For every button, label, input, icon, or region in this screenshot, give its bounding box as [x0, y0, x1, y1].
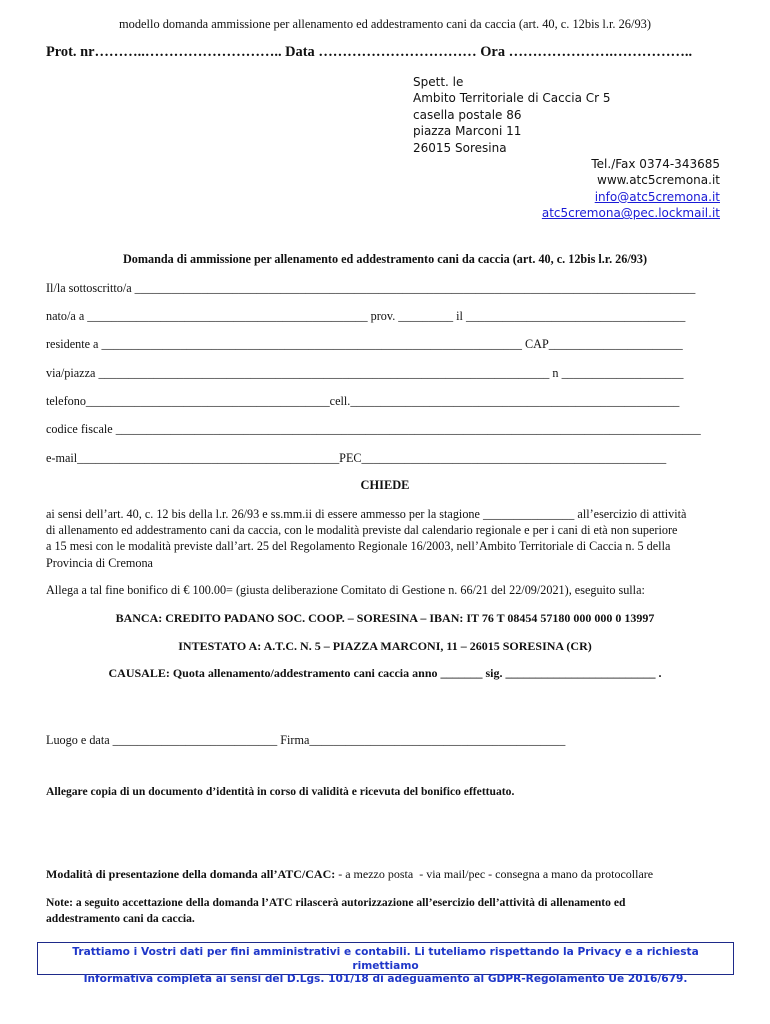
paragraph-line: di allenamento ed addestramento cani da caccia, con le modalità previste dal calendario regionale e per i cani di età non superiore	[46, 523, 678, 538]
submission-modes-label: Modalità di presentazione della domanda all’ATC/CAC:	[46, 867, 336, 881]
submission-modes	[46, 867, 653, 882]
attachments-note: Allegare copia di un documento d’identità in corso di validità e ricevuta del bonifico effettuato.	[46, 785, 515, 798]
website: www.atc5cremona.it	[597, 173, 720, 188]
field-residente[interactable]: residente a _____________________________________________________________________ CAP______________________	[46, 337, 683, 351]
privacy-line: Informativa completa ai sensi del D.Lgs. 101/18 di adeguamento al GDPR-Regolamento Ue 2016/679.	[83, 973, 688, 985]
paragraph-line: a 15 mesi con le modalità previste dall’art. 25 del Regolamento Regionale 16/2003, nell’Ambito Territoriale di Caccia n. 5 della	[46, 539, 671, 554]
form-title: Domanda di ammissione per allenamento ed addestramento cani da caccia (art. 40, c. 12bis l.r. 26/93)	[122, 252, 648, 266]
field-email-pec[interactable]: e-mail___________________________________________PEC__________________________________________________	[46, 451, 667, 465]
recipient-line: 26015 Soresina	[413, 140, 507, 155]
field-codice-fiscale[interactable]: codice fiscale ________________________________________________________________________________________________	[46, 422, 701, 436]
note-paragraph	[46, 895, 625, 927]
recipient-line: Spett. le	[413, 75, 464, 89]
field-sottoscritto[interactable]: Il/la sottoscritto/a ____________________________________________________________________________________________	[46, 281, 696, 295]
causale-field[interactable]: CAUSALE: Quota allenamento/addestramento cani caccia anno _______ sig. _________________________ .	[108, 666, 662, 680]
field-via[interactable]: via/piazza __________________________________________________________________________ n ____________________	[46, 366, 684, 380]
recipient-line: Ambito Territoriale di Caccia Cr 5	[413, 91, 611, 106]
privacy-notice-box	[37, 942, 734, 985]
note-line: Note: a seguito accettazione della domanda l’ATC rilascerà autorizzazione all’esercizio dell’attività di allenamento ed	[46, 896, 626, 909]
recipient-address	[413, 74, 611, 156]
account-holder: INTESTATO A: A.T.C. N. 5 – PIAZZA MARCONI, 11 – 26015 SORESINA (CR)	[178, 639, 592, 653]
privacy-line: Trattiamo i Vostri dati per fini amministrativi e contabili. Li tuteliamo rispettando la Privacy e a richiesta rimettiamo	[72, 946, 699, 972]
phone-fax: Tel./Fax 0374-343685	[591, 157, 720, 171]
paragraph-line: Provincia di Cremona	[46, 555, 153, 570]
privacy-notice	[38, 943, 733, 987]
protocol-line: Prot. nr………..……………………….. Data …………………………… Ora ………………….……………..	[46, 44, 693, 60]
field-nato[interactable]: nato/a a ______________________________________________ prov. _________ il ____________________________________	[46, 309, 686, 323]
note-line: addestramento cani da caccia.	[46, 912, 195, 925]
field-telefono[interactable]: telefono________________________________________cell.______________________________________________________	[46, 394, 680, 408]
recipient-line: piazza Marconi 11	[413, 124, 522, 139]
document-header-title: modello domanda ammissione per allenamento ed addestramento cani da caccia (art. 40, c. 12bis l.r. 26/93)	[119, 17, 651, 31]
allega-text: Allega a tal fine bonifico di € 100.00= (giusta deliberazione Comitato di Gestione n. 66/21 del 22/09/2021), eseguito sulla:	[46, 583, 645, 597]
place-date-signature[interactable]: Luogo e data ___________________________ Firma__________________________________________	[46, 733, 566, 747]
recipient-contacts	[400, 156, 720, 222]
bank-details: BANCA: CREDITO PADANO SOC. COOP. – SORESINA – IBAN: IT 76 T 08454 57180 000 000 0 13997	[115, 611, 655, 625]
paragraph-line: ai sensi dell’art. 40, c. 12 bis della l.r. 26/93 e ss.mm.ii di essere ammesso per la stagione _______________ all’esercizio di attività	[46, 507, 687, 521]
email-link[interactable]: info@atc5cremona.it	[594, 189, 720, 204]
recipient-line: casella postale 86	[413, 107, 522, 122]
chiede-heading: CHIEDE	[360, 478, 410, 492]
pec-link[interactable]: atc5cremona@pec.lockmail.it	[541, 206, 720, 221]
chiede-paragraph	[46, 506, 736, 571]
submission-modes-options: - a mezzo posta - via mail/pec - consegna a mano da protocollare	[335, 867, 654, 881]
